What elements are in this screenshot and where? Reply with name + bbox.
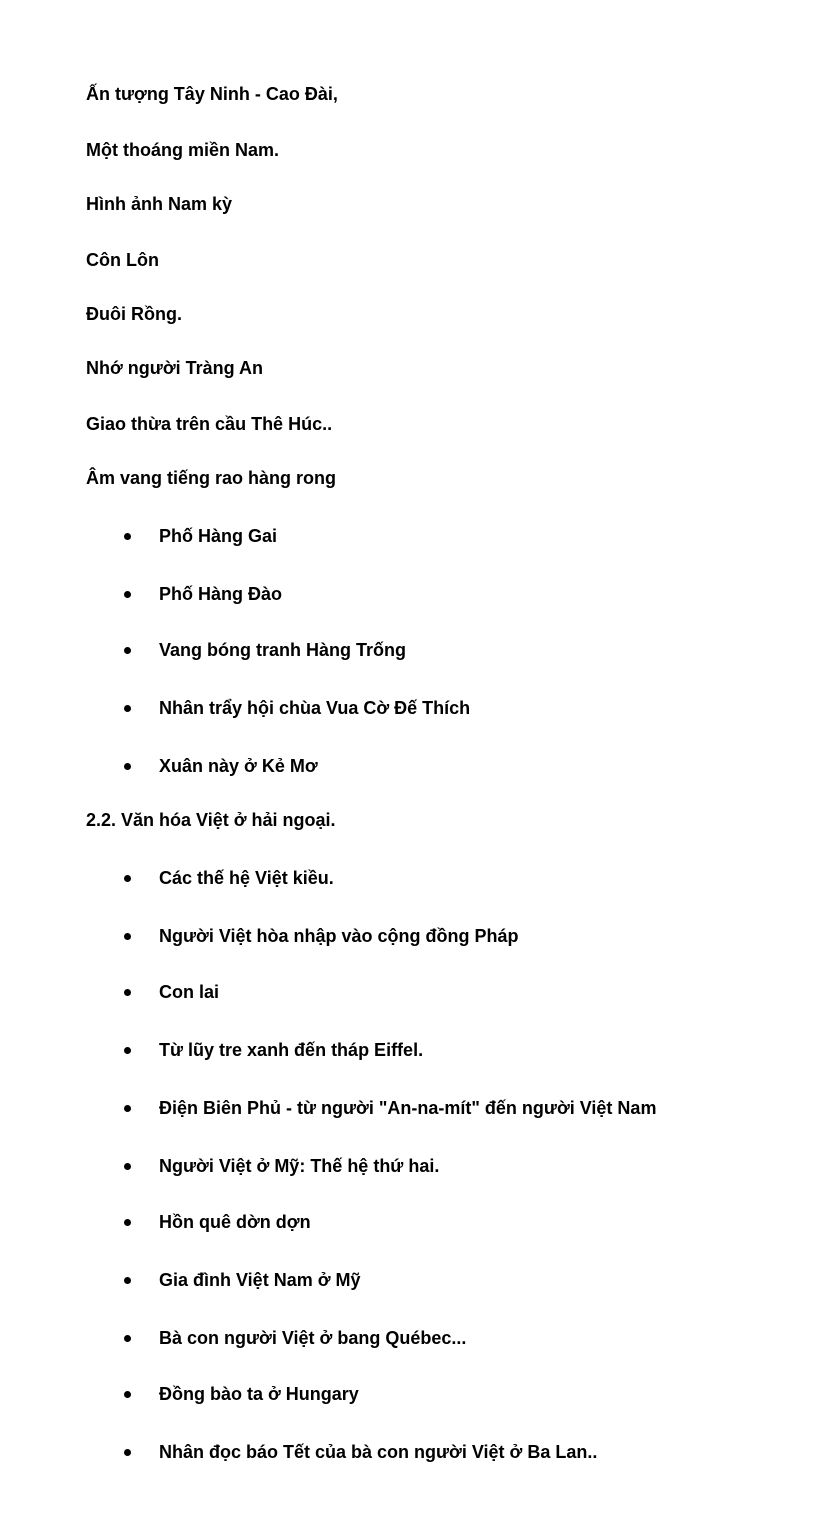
bullet-icon [124, 1047, 131, 1054]
bullet-icon [124, 705, 131, 712]
text-line: Nhớ người Tràng An [86, 358, 263, 378]
list-item-text: Đồng bào ta ở Hungary [159, 1384, 359, 1404]
list-item-text: Phố Hàng Gai [159, 526, 278, 546]
list-item-text: Điện Biên Phủ - từ người "An-na-mít" đến người Việt Nam [159, 1098, 657, 1118]
list-item-text: Nhân đọc báo Tết của bà con người Việt ở Ba Lan.. [159, 1442, 598, 1462]
text-line: Côn Lôn [86, 250, 159, 270]
bullet-icon [124, 647, 131, 654]
bullet-icon [124, 1391, 131, 1398]
text-line: Hình ảnh Nam kỳ [86, 194, 233, 214]
list-item-text: Người Việt ở Mỹ: Thế hệ thứ hai. [159, 1156, 440, 1176]
bullet-icon [124, 1449, 131, 1456]
text-line: Giao thừa trên cầu Thê Húc.. [86, 414, 333, 434]
list-item-text: Xuân này ở Kẻ Mơ [159, 756, 318, 776]
bullet-icon [124, 875, 131, 882]
section-heading: 2.2. Văn hóa Việt ở hải ngoại. [86, 810, 336, 830]
bullet-icon [124, 591, 131, 598]
list-item-text: Các thế hệ Việt kiều. [159, 868, 334, 888]
bullet-icon [124, 1277, 131, 1284]
text-line: Một thoáng miền Nam. [86, 140, 279, 160]
bullet-icon [124, 1163, 131, 1170]
list-item-text: Phố Hàng Đào [159, 584, 283, 604]
text-line: Đuôi Rồng. [86, 304, 182, 324]
list-item-text: Từ lũy tre xanh đến tháp Eiffel. [159, 1040, 424, 1060]
text-line: Âm vang tiếng rao hàng rong [86, 468, 337, 488]
text-line: Ấn tượng Tây Ninh - Cao Đài, [86, 84, 338, 104]
bullet-icon [124, 533, 131, 540]
bullet-icon [124, 763, 131, 770]
bullet-icon [124, 989, 131, 996]
list-item-text: Nhân trẩy hội chùa Vua Cờ Đế Thích [159, 698, 471, 718]
list-item-text: Con lai [159, 982, 220, 1002]
bullet-icon [124, 1335, 131, 1342]
list-item-text: Người Việt hòa nhập vào cộng đồng Pháp [159, 926, 519, 946]
bullet-icon [124, 1219, 131, 1226]
list-item-text: Bà con người Việt ở bang Québec... [159, 1328, 467, 1348]
list-item-text: Hồn quê dờn dợn [159, 1212, 311, 1232]
bullet-icon [124, 1105, 131, 1112]
list-item-text: Gia đình Việt Nam ở Mỹ [159, 1270, 361, 1290]
list-item-text: Vang bóng tranh Hàng Trống [159, 640, 406, 660]
bullet-icon [124, 933, 131, 940]
